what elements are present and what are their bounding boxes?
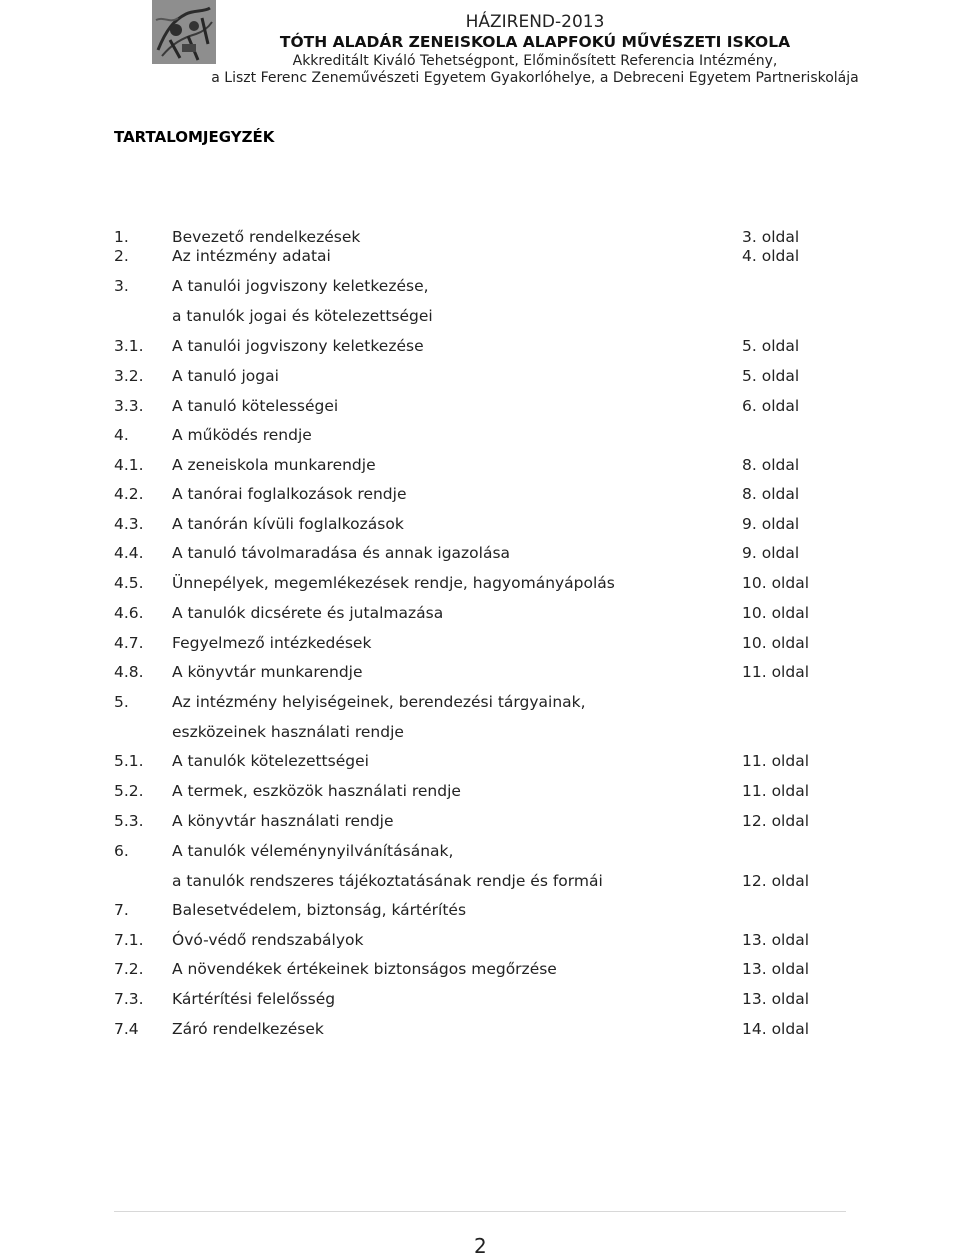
- toc-entry-number: 1.: [114, 228, 129, 246]
- toc-entry: [0, 397, 960, 419]
- toc-entry-title: Kártérítési felelősség: [172, 990, 336, 1008]
- toc-entry-page: 12. oldal: [742, 872, 810, 890]
- toc-entry-number: 3.3.: [114, 397, 144, 415]
- toc-entry-number: 7.4: [114, 1020, 139, 1038]
- toc-entry: [0, 604, 960, 626]
- toc-entry: [0, 634, 960, 656]
- toc-entry-page: 13. oldal: [742, 931, 810, 949]
- toc-entry-title: Az intézmény helyiségeinek, berendezési tárgyainak,: [172, 693, 586, 711]
- toc-entry-title: a tanulók rendszeres tájékoztatásának rendje és formái: [172, 872, 603, 890]
- toc-entry-title: A tanuló jogai: [172, 367, 279, 385]
- toc-entry-page: 12. oldal: [742, 812, 810, 830]
- toc-entry-title: Ünnepélyek, megemlékezések rendje, hagyományápolás: [172, 574, 615, 592]
- toc-entry-title: A tanórán kívüli foglalkozások: [172, 515, 404, 533]
- toc-entry-title: A tanulók kötelezettségei: [172, 752, 369, 770]
- toc-entry-number: 6.: [114, 842, 129, 860]
- toc-entry-page: 14. oldal: [742, 1020, 810, 1038]
- toc-entry-page: 13. oldal: [742, 990, 810, 1008]
- toc-entry-page: 10. oldal: [742, 574, 810, 592]
- toc-entry-title: a tanulók jogai és kötelezettségei: [172, 307, 433, 325]
- toc-entry: [0, 842, 960, 864]
- toc-entry-title: Fegyelmező intézkedések: [172, 634, 372, 652]
- toc-entry-title: A zeneiskola munkarendje: [172, 456, 376, 474]
- toc-entry-number: 3.: [114, 277, 129, 295]
- toc-entry-page: 8. oldal: [742, 456, 800, 474]
- toc-entry-title: Óvó-védő rendszabályok: [172, 931, 364, 949]
- toc-entry: [0, 485, 960, 507]
- toc-entry-number: 3.2.: [114, 367, 144, 385]
- toc-entry: [0, 663, 960, 685]
- toc-entry-number: 7.2.: [114, 960, 144, 978]
- toc-entry: [0, 931, 960, 953]
- toc-entry-number: 4.6.: [114, 604, 144, 622]
- toc-entry-number: 5.2.: [114, 782, 144, 800]
- toc-entry-title: Az intézmény adatai: [172, 247, 331, 265]
- page-number: 2: [474, 1234, 487, 1258]
- toc-entry-page: 9. oldal: [742, 544, 800, 562]
- toc-entry: [0, 307, 960, 329]
- toc-entry: [0, 812, 960, 834]
- toc-entry-title: A termek, eszközök használati rendje: [172, 782, 461, 800]
- toc-entry-number: 4.5.: [114, 574, 144, 592]
- toc-entry: [0, 247, 960, 269]
- school-accreditation: Akkreditált Kiváló Tehetségpont, Előminősített Referencia Intézmény,: [292, 53, 778, 69]
- toc-entry: [0, 990, 960, 1012]
- school-name: TÓTH ALADÁR ZENEISKOLA ALAPFOKÚ MŰVÉSZETI ISKOLA: [279, 33, 791, 51]
- toc-entry-number: 7.3.: [114, 990, 144, 1008]
- toc-entry: [0, 574, 960, 596]
- toc-entry-title: Záró rendelkezések: [172, 1020, 324, 1038]
- toc-entry-number: 5.: [114, 693, 129, 711]
- toc-entry-number: 2.: [114, 247, 129, 265]
- toc-entry-title: A tanórai foglalkozások rendje: [172, 485, 407, 503]
- toc-entry-number: 4.4.: [114, 544, 144, 562]
- toc-entry-number: 3.1.: [114, 337, 144, 355]
- toc-entry-number: 7.1.: [114, 931, 144, 949]
- toc-entry-title: A tanuló kötelességei: [172, 397, 339, 415]
- school-affiliations: a Liszt Ferenc Zeneművészeti Egyetem Gyakorlóhelye, a Debreceni Egyetem Partneriskolája: [211, 70, 859, 86]
- toc-entry: [0, 752, 960, 774]
- toc-entry: [0, 337, 960, 359]
- toc-entry-page: 8. oldal: [742, 485, 800, 503]
- toc-entry: [0, 367, 960, 389]
- toc-entry-page: 6. oldal: [742, 397, 800, 415]
- toc-entry-title: A tanulók véleménynyilvánításának,: [172, 842, 454, 860]
- toc-entry-page: 10. oldal: [742, 634, 810, 652]
- toc-entry-number: 5.3.: [114, 812, 144, 830]
- toc-entry-title: A könyvtár munkarendje: [172, 663, 363, 681]
- toc-entry: [0, 277, 960, 299]
- toc-entry-title: A tanuló távolmaradása és annak igazolása: [172, 544, 511, 562]
- toc-entry: [0, 901, 960, 923]
- toc-entry-title: A növendékek értékeinek biztonságos megőrzése: [172, 960, 557, 978]
- toc-entry-number: 4.7.: [114, 634, 144, 652]
- toc-entry-title: A tanulók dicsérete és jutalmazása: [172, 604, 444, 622]
- toc-entry: [0, 723, 960, 745]
- toc-entry: [0, 693, 960, 715]
- toc-entry-number: 4.: [114, 426, 129, 444]
- toc-entry: [0, 456, 960, 478]
- toc-entry-number: 4.3.: [114, 515, 144, 533]
- toc-entry-title: Bevezető rendelkezések: [172, 228, 361, 246]
- toc-entry: [0, 426, 960, 448]
- toc-entry: [0, 1020, 960, 1042]
- toc-entry-page: 9. oldal: [742, 515, 800, 533]
- toc-entry-number: 5.1.: [114, 752, 144, 770]
- toc-entry: [0, 782, 960, 804]
- document-title: HÁZIREND-2013: [465, 12, 605, 32]
- toc-entry-page: 11. oldal: [742, 752, 810, 770]
- toc-entry: [0, 544, 960, 566]
- toc-entry-title: A könyvtár használati rendje: [172, 812, 394, 830]
- toc-entry-page: 5. oldal: [742, 367, 800, 385]
- toc-entry-page: 4. oldal: [742, 247, 800, 265]
- toc-entry-number: 4.1.: [114, 456, 144, 474]
- footer-divider: [114, 1211, 846, 1212]
- toc-entry-page: 10. oldal: [742, 604, 810, 622]
- toc-entry-page: 3. oldal: [742, 228, 800, 246]
- toc-entry-number: 7.: [114, 901, 129, 919]
- toc-entry-page: 11. oldal: [742, 782, 810, 800]
- toc-entry-number: 4.2.: [114, 485, 144, 503]
- toc-entry-page: 5. oldal: [742, 337, 800, 355]
- toc-entry-page: 13. oldal: [742, 960, 810, 978]
- toc-entry-title: A tanulói jogviszony keletkezése,: [172, 277, 429, 295]
- toc-entry: [0, 515, 960, 537]
- toc-entry-title: Balesetvédelem, biztonság, kártérítés: [172, 901, 467, 919]
- toc-entry-title: A működés rendje: [172, 426, 312, 444]
- toc-entry-page: 11. oldal: [742, 663, 810, 681]
- toc-entry: [0, 960, 960, 982]
- toc-entry-title: eszközeinek használati rendje: [172, 723, 404, 741]
- toc-entry-number: 4.8.: [114, 663, 144, 681]
- toc-title: TARTALOMJEGYZÉK: [114, 128, 275, 146]
- toc-entry: [0, 872, 960, 894]
- toc-entry-title: A tanulói jogviszony keletkezése: [172, 337, 424, 355]
